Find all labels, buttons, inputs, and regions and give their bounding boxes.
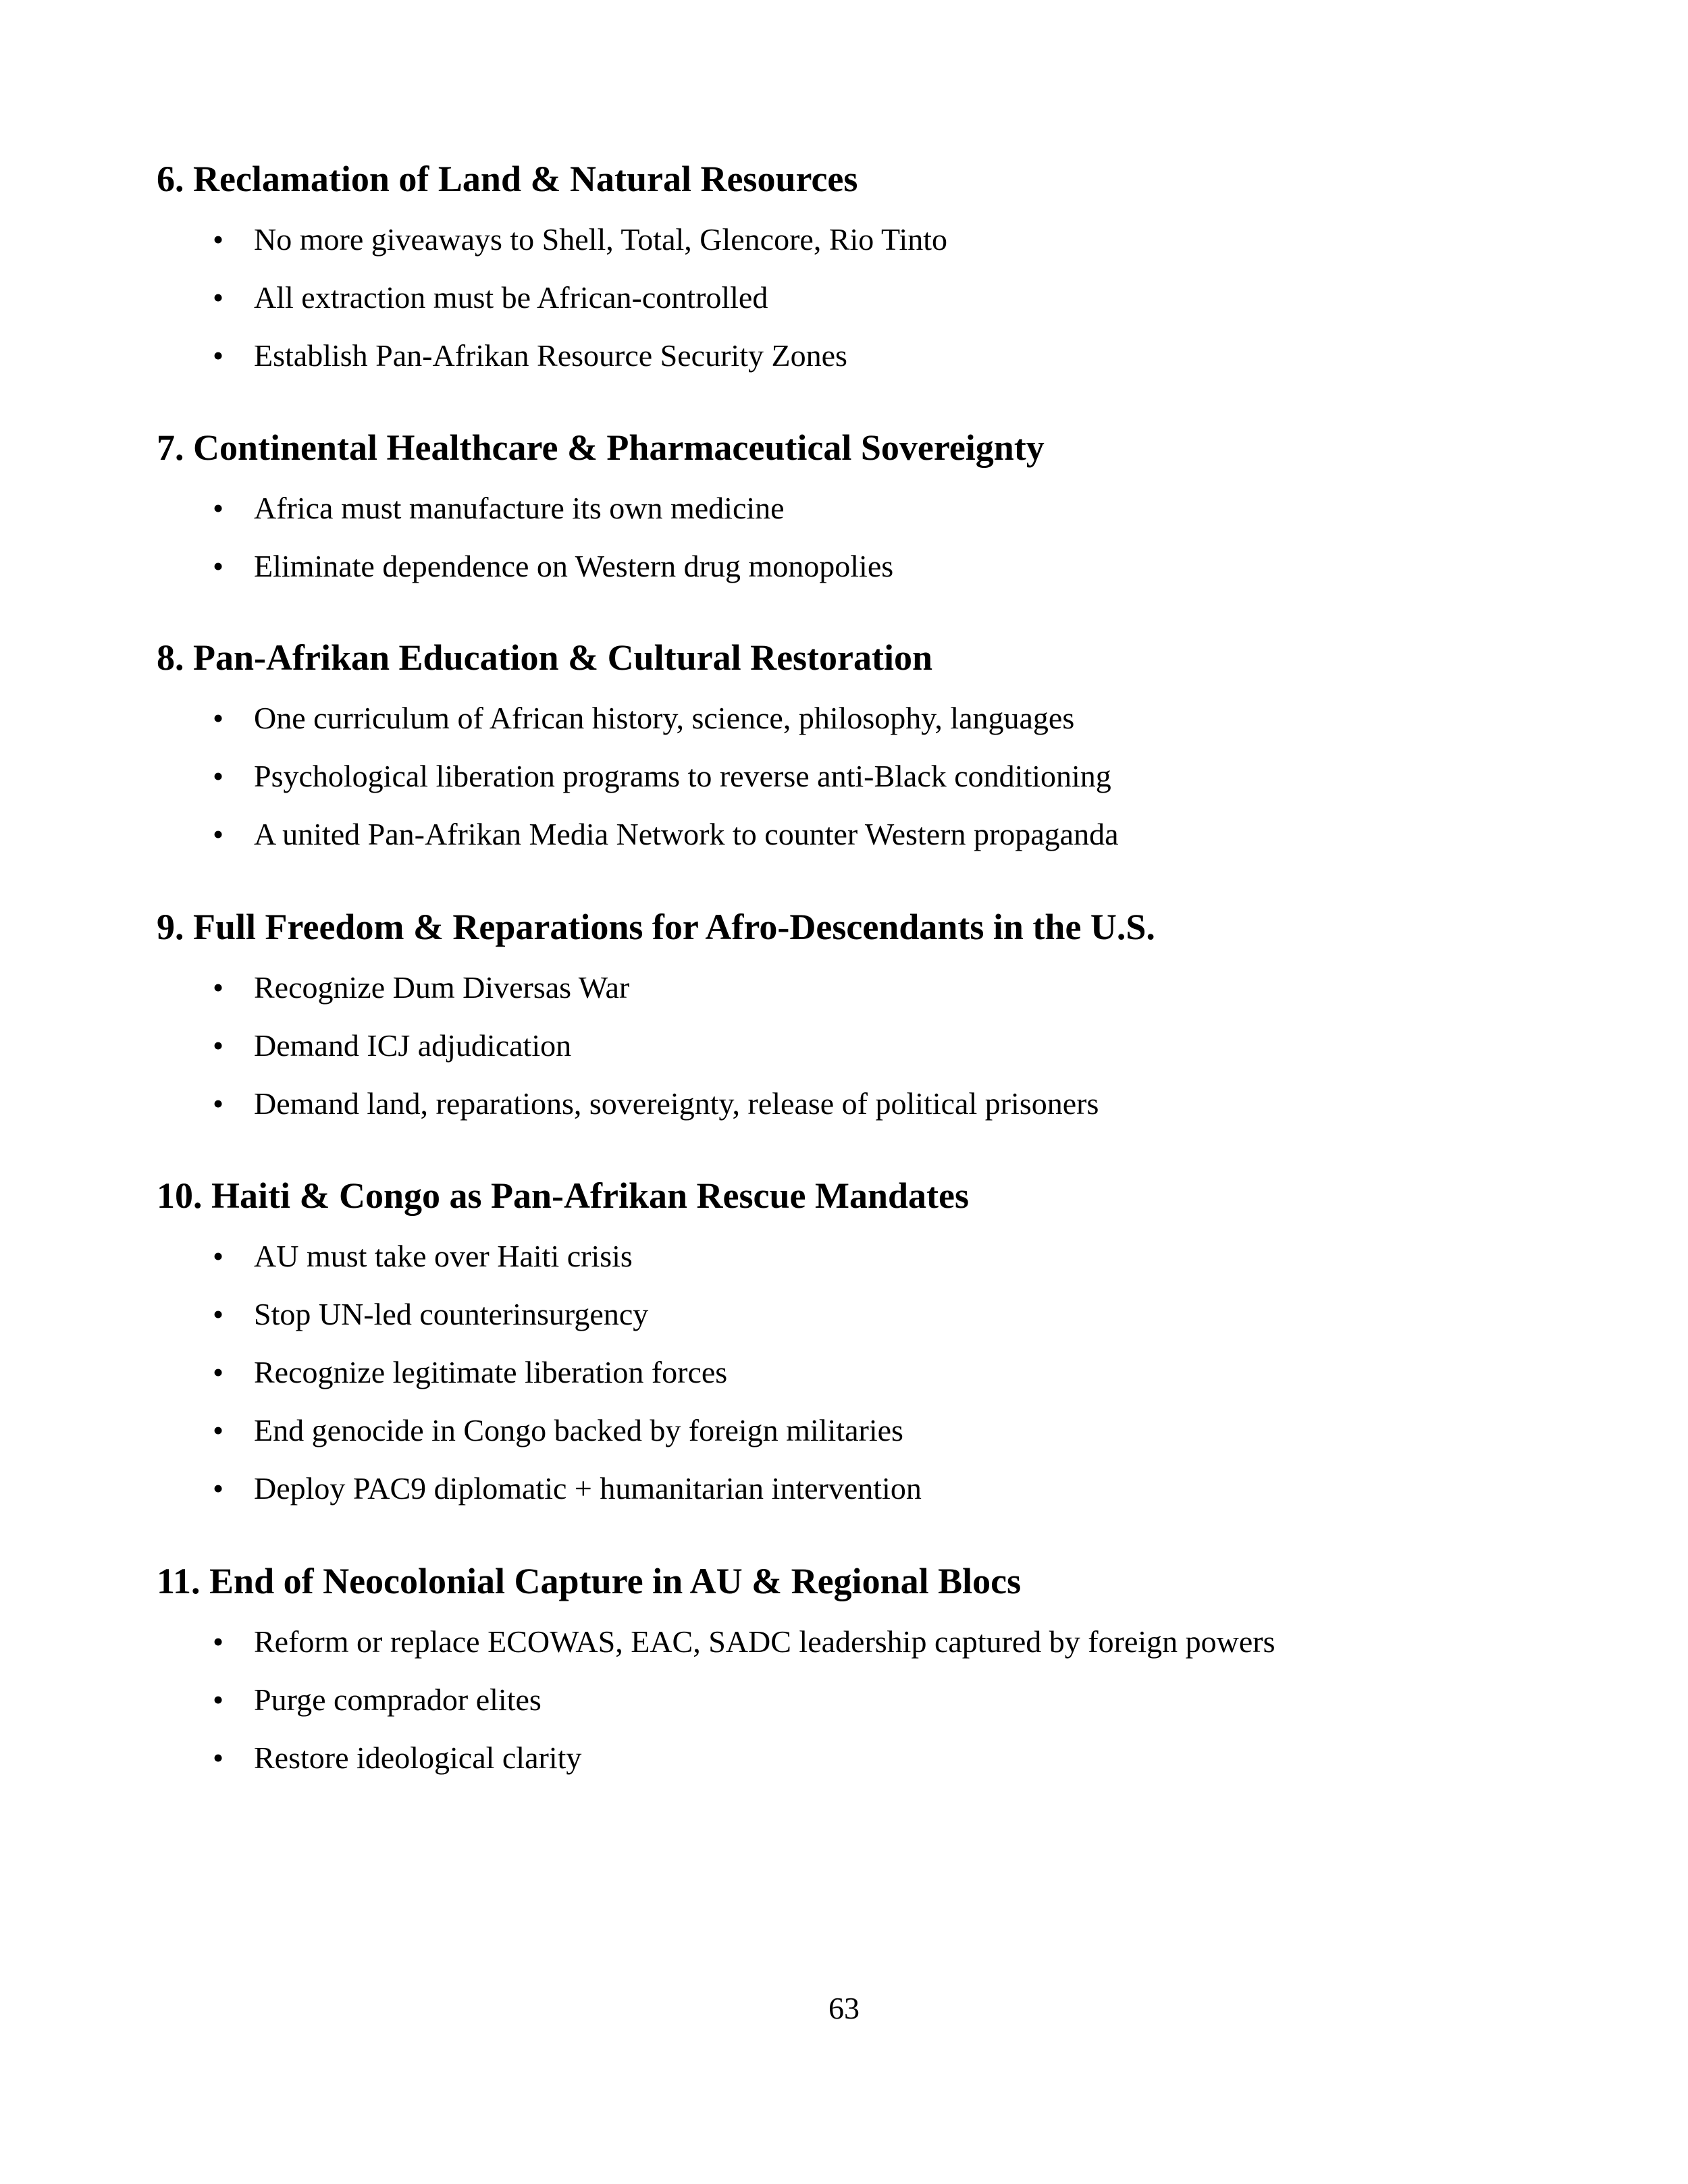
- bullet-icon: •: [213, 1413, 224, 1447]
- list-item-text: Recognize legitimate liberation forces: [254, 1355, 728, 1389]
- bullet-list: [157, 479, 1575, 595]
- bullet-icon: •: [213, 491, 224, 525]
- section-title: 10. Haiti & Congo as Pan-Afrikan Rescue Mandates: [157, 1175, 969, 1216]
- list-item: [157, 1227, 1575, 1285]
- list-item: [157, 959, 1575, 1017]
- bullet-icon: •: [213, 280, 224, 315]
- list-item: [157, 327, 1575, 385]
- bullet-icon: •: [213, 1297, 224, 1331]
- bullet-icon: •: [213, 549, 224, 583]
- list-item-text: Deploy PAC9 diplomatic + humanitarian intervention: [254, 1471, 922, 1506]
- bullet-icon: •: [213, 1355, 224, 1389]
- bullet-icon: •: [213, 1086, 224, 1121]
- bullet-icon: •: [213, 970, 224, 1005]
- list-item-text: A united Pan-Afrikan Media Network to counter Western propaganda: [254, 817, 1119, 851]
- list-item: [157, 537, 1575, 595]
- bullet-icon: •: [213, 1740, 224, 1775]
- bullet-list: [157, 959, 1575, 1133]
- list-item: [157, 269, 1575, 327]
- bullet-list: [157, 1613, 1575, 1787]
- list-item-text: Reform or replace ECOWAS, EAC, SADC leadership captured by foreign powers: [254, 1624, 1275, 1659]
- section-neocolonial: [157, 1559, 1575, 1787]
- bullet-list: [157, 211, 1575, 385]
- bullet-icon: •: [213, 1471, 224, 1506]
- bullet-icon: •: [213, 1624, 224, 1659]
- list-item-text: All extraction must be African-controlled: [254, 280, 768, 315]
- list-item: [157, 747, 1575, 805]
- section-education: [157, 635, 1575, 863]
- list-item-text: Demand ICJ adjudication: [254, 1028, 572, 1063]
- section-title: 9. Full Freedom & Reparations for Afro-Descendants in the U.S.: [157, 907, 1155, 947]
- section-reparations: [157, 905, 1575, 1133]
- section-title: 11. End of Neocolonial Capture in AU & Regional Blocs: [157, 1561, 1022, 1601]
- list-item-text: One curriculum of African history, science, philosophy, languages: [254, 701, 1075, 735]
- section-healthcare: [157, 425, 1575, 595]
- list-item: [157, 1017, 1575, 1075]
- bullet-icon: •: [213, 817, 224, 851]
- list-item: [157, 1671, 1575, 1729]
- list-item-text: Demand land, reparations, sovereignty, release of political prisoners: [254, 1086, 1099, 1121]
- bullet-icon: •: [213, 1028, 224, 1063]
- list-item: [157, 211, 1575, 269]
- bullet-icon: •: [213, 338, 224, 373]
- list-item: [157, 1729, 1575, 1787]
- list-item: [157, 1075, 1575, 1133]
- bullet-icon: •: [213, 1239, 224, 1273]
- bullet-icon: •: [213, 759, 224, 793]
- section-title: 7. Continental Healthcare & Pharmaceutical Sovereignty: [157, 427, 1045, 468]
- list-item: [157, 1343, 1575, 1402]
- list-item: [157, 1613, 1575, 1671]
- list-item: [157, 1402, 1575, 1460]
- section-title: 6. Reclamation of Land & Natural Resources: [157, 159, 858, 199]
- list-item: [157, 805, 1575, 863]
- list-item: [157, 1460, 1575, 1518]
- list-item-text: Africa must manufacture its own medicine: [254, 491, 785, 525]
- list-item-text: Eliminate dependence on Western drug monopolies: [254, 549, 894, 583]
- bullet-icon: •: [213, 222, 224, 257]
- section-land-resources: [157, 157, 1575, 385]
- list-item-text: End genocide in Congo backed by foreign militaries: [254, 1413, 903, 1447]
- list-item-text: Psychological liberation programs to reverse anti-Black conditioning: [254, 759, 1111, 793]
- list-item-text: Recognize Dum Diversas War: [254, 970, 630, 1005]
- list-item-text: Establish Pan-Afrikan Resource Security Zones: [254, 338, 847, 373]
- list-item-text: Stop UN-led counterinsurgency: [254, 1297, 649, 1331]
- bullet-icon: •: [213, 1682, 224, 1717]
- bullet-icon: •: [213, 701, 224, 735]
- list-item: [157, 689, 1575, 747]
- list-item: [157, 1285, 1575, 1343]
- list-item: [157, 479, 1575, 537]
- list-item-text: No more giveaways to Shell, Total, Glencore, Rio Tinto: [254, 222, 948, 257]
- bullet-list: [157, 689, 1575, 863]
- section-title: 8. Pan-Afrikan Education & Cultural Restoration: [157, 637, 933, 678]
- list-item-text: Restore ideological clarity: [254, 1740, 582, 1775]
- section-haiti-congo: [157, 1173, 1575, 1518]
- list-item-text: AU must take over Haiti crisis: [254, 1239, 633, 1273]
- page-number: 63: [828, 1991, 860, 2025]
- list-item-text: Purge comprador elites: [254, 1682, 542, 1717]
- bullet-list: [157, 1227, 1575, 1518]
